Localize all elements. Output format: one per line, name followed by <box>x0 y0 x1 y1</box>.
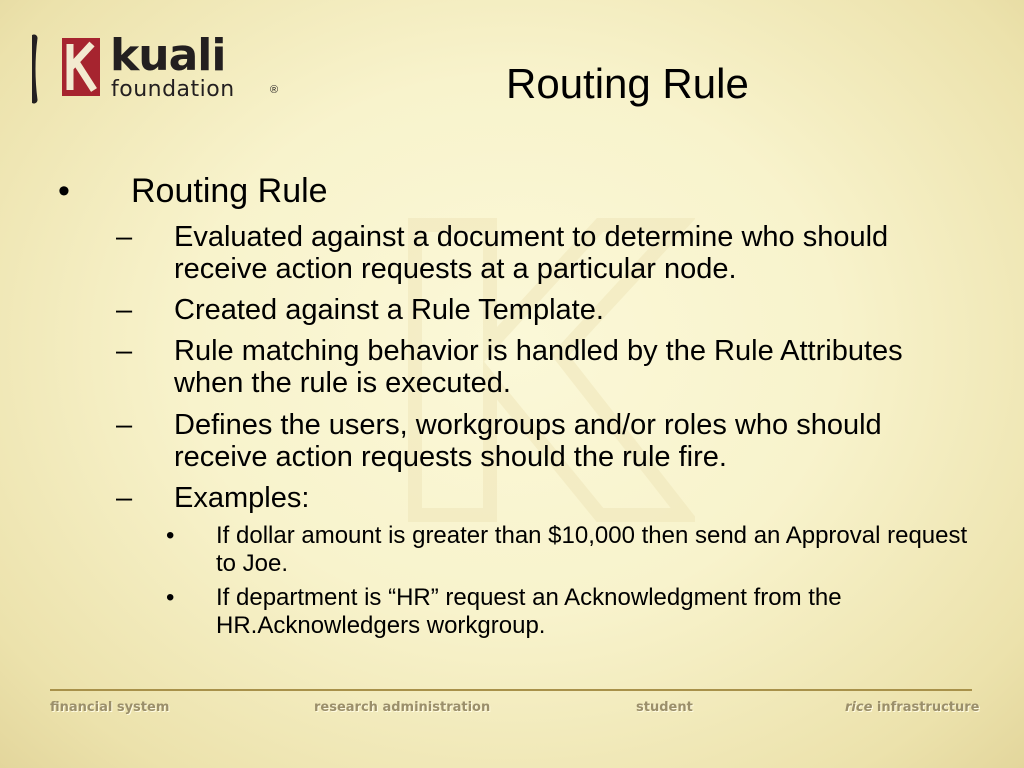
sub-item-2: Created against a Rule Template. <box>174 294 604 326</box>
sub-item-3: Rule matching behavior is handled by the Rule Attributes when the rule is executed. <box>174 335 903 399</box>
sub-item-4: Defines the users, workgroups and/or roles who should receive action requests should the rule fire. <box>174 409 882 473</box>
example-item-1: If dollar amount is greater than $10,000 then send an Approval request to Joe. <box>216 522 968 577</box>
dash-marker: – <box>116 294 133 326</box>
footer-divider <box>50 689 972 691</box>
slide-title: Routing Rule <box>506 60 749 107</box>
sub-item-5: Examples: <box>174 482 310 514</box>
example-marker: • <box>166 584 175 611</box>
logo-wordmark: kuali <box>110 30 226 81</box>
footer-rice-infrastructure <box>845 700 980 715</box>
logo-registered-mark: ® <box>270 84 279 96</box>
bullet-routing-rule: Routing Rule <box>131 172 328 210</box>
footer-rice-label: rice <box>845 700 873 715</box>
dash-marker: – <box>116 482 133 514</box>
dash-marker: – <box>116 335 133 367</box>
logo-subtitle: foundation <box>111 77 235 102</box>
footer-financial-system: financial system <box>50 700 170 715</box>
dash-marker: – <box>116 409 133 441</box>
example-item-2: If department is “HR” request an Acknowledgment from the HR.Acknowledgers workgroup. <box>216 584 842 639</box>
sub-item-1: Evaluated against a document to determine who should receive action requests at a particular node. <box>174 221 889 285</box>
bullet-marker: • <box>58 172 70 210</box>
footer-infrastructure-label: infrastructure <box>872 700 980 715</box>
footer-research-administration: research administration <box>314 700 491 715</box>
example-marker: • <box>166 522 175 549</box>
dash-marker: – <box>116 221 133 253</box>
footer-student: student <box>636 700 693 715</box>
